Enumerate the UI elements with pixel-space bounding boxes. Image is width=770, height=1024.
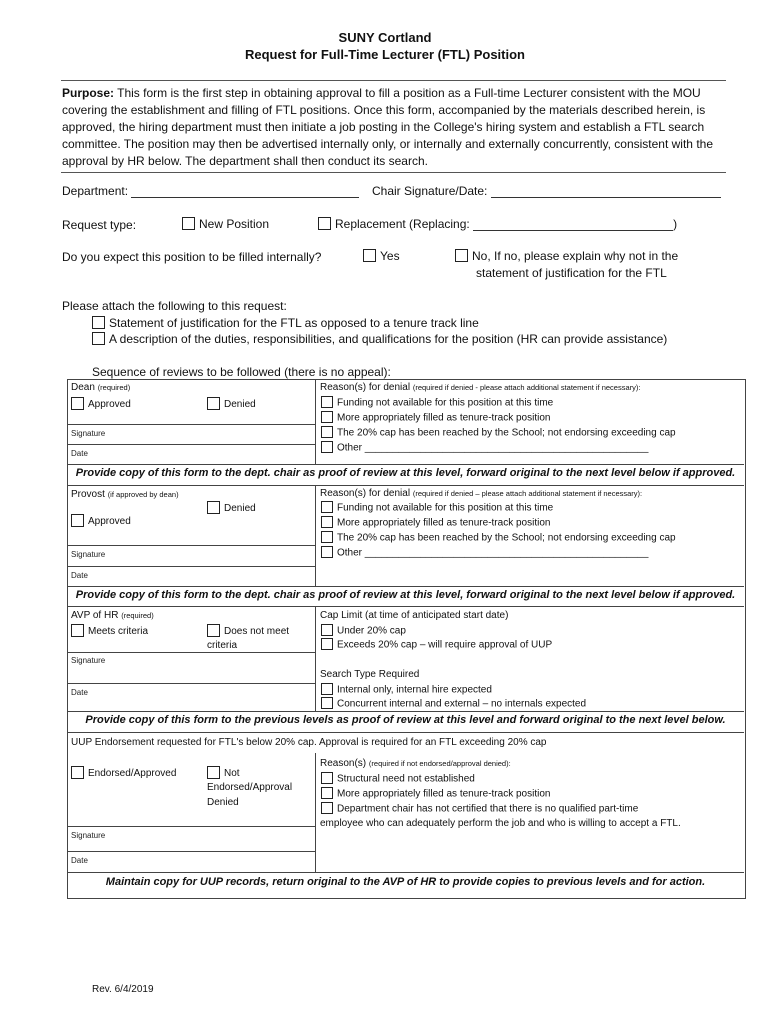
provost-signature-label: Signature — [71, 550, 106, 559]
provost-divider — [315, 485, 316, 587]
dean-reason-tenure-checkbox[interactable] — [321, 411, 333, 423]
dean-title-label: Dean — [71, 382, 95, 393]
uup-heading: UUP Endorsement requested for FTL's below 20% cap. Approval is required for an FTL exceeding 20% cap — [71, 737, 547, 748]
dean-reason-other-checkbox[interactable] — [321, 441, 333, 453]
dean-reason-other-label: Other ___________________________________________________ — [337, 442, 649, 454]
provost-reason-funding-label: Funding not available for this position at this time — [337, 502, 554, 514]
provost-reason-cap-label: The 20% cap has been reached by the School; not endorsing exceeding cap — [337, 532, 676, 544]
attach-item-description[interactable] — [92, 332, 667, 346]
request-type-label: Request type: — [62, 218, 137, 232]
avp-not-meet-label-2: criteria — [207, 640, 238, 651]
internal-no-checkbox[interactable] — [455, 249, 468, 262]
purpose-paragraph — [62, 85, 726, 170]
avp-cap-exceeds-label: Exceeds 20% cap – will require approval of UUP — [337, 639, 553, 651]
dean-reason-tenure-label: More appropriately filled as tenure-track position — [337, 412, 551, 424]
provost-reason-other-label: Other ___________________________________________________ — [337, 547, 649, 559]
avp-footer-top — [67, 711, 744, 712]
avp-cap-under-checkbox[interactable] — [321, 624, 333, 636]
provost-denied-checkbox[interactable] — [207, 501, 220, 514]
avp-search-internal-label: Internal only, internal hire expected — [337, 684, 492, 696]
provost-reason-tenure-checkbox[interactable] — [321, 516, 333, 528]
provost-reason-cap[interactable] — [321, 532, 676, 544]
chair-signature-row — [372, 184, 721, 198]
provost-approved-option[interactable] — [71, 515, 131, 528]
dean-signature-label: Signature — [71, 429, 106, 438]
attach-intro: Please attach the following to this request: — [62, 299, 287, 313]
uup-not-endorsed-checkbox[interactable] — [207, 766, 220, 779]
department-label: Department: — [62, 184, 129, 198]
provost-denied-label: Denied — [224, 503, 256, 515]
dean-denied-checkbox[interactable] — [207, 397, 220, 410]
chair-signature-label: Chair Signature/Date: — [372, 184, 488, 198]
sequence-label: Sequence of reviews to be followed (there is no appeal): — [92, 365, 391, 379]
uup-reason-structural-checkbox[interactable] — [321, 772, 333, 784]
new-position-option[interactable] — [182, 217, 269, 231]
avp-signature-label: Signature — [71, 656, 106, 665]
department-field[interactable] — [131, 197, 359, 198]
provost-line-1 — [67, 545, 315, 546]
dean-reason-cap[interactable] — [321, 427, 676, 439]
dean-approved-option[interactable] — [71, 398, 131, 411]
dean-title — [71, 382, 130, 393]
uup-footer: Maintain copy for UUP records, return original to the AVP of HR to provide copies to previous levels and for action. — [105, 876, 706, 888]
avp-title-label: AVP of HR — [71, 610, 119, 621]
provost-footer-top — [67, 586, 744, 587]
uup-date-label: Date — [71, 856, 88, 865]
dean-reason-cap-label: The 20% cap has been reached by the School; not endorsing exceeding cap — [337, 427, 676, 439]
provost-title-note: (if approved by dean) — [107, 490, 179, 499]
provost-date-label: Date — [71, 571, 88, 580]
uup-reasons-note: (required if not endorsed/approval denied): — [368, 759, 511, 768]
institution-name: SUNY Cortland — [338, 30, 432, 45]
dean-approved-checkbox[interactable] — [71, 397, 84, 410]
replacing-field[interactable] — [473, 230, 673, 231]
dean-reasons-heading — [320, 382, 640, 393]
justification-checkbox[interactable] — [92, 316, 105, 329]
purpose-label: Purpose: — [62, 86, 115, 100]
description-checkbox[interactable] — [92, 332, 105, 345]
dean-reason-tenure[interactable] — [321, 412, 550, 424]
provost-approved-checkbox[interactable] — [71, 514, 84, 527]
avp-search-internal[interactable] — [321, 684, 492, 696]
uup-endorsed-option[interactable] — [71, 767, 176, 780]
uup-endorsed-checkbox[interactable] — [71, 766, 84, 779]
avp-search-concurrent-checkbox[interactable] — [321, 697, 333, 709]
avp-signature-line[interactable] — [67, 683, 315, 684]
avp-date-label: Date — [71, 688, 88, 697]
dean-denied-option[interactable] — [207, 398, 256, 411]
revision-date: Rev. 6/4/2019 — [92, 984, 154, 995]
uup-reasons-label: Reason(s) — [320, 758, 367, 769]
dean-date-label: Date — [71, 449, 88, 458]
uup-endorsed-label: Endorsed/Approved — [88, 768, 177, 780]
internal-yes-option[interactable] — [363, 249, 400, 263]
form-title: Request for Full-Time Lecturer (FTL) Position — [245, 47, 525, 62]
internal-no-option[interactable] — [455, 249, 678, 263]
provost-reasons-note: (required if denied – please attach additional statement if necessary): — [412, 489, 643, 498]
uup-line-1 — [67, 826, 315, 827]
dean-approved-label: Approved — [88, 399, 131, 411]
chair-signature-field[interactable] — [491, 197, 721, 198]
provost-approved-label: Approved — [88, 516, 131, 528]
internal-yes-label: Yes — [380, 249, 400, 263]
uup-reason-certified-label-2: employee who can adequately perform the job and who is willing to accept a FTL. — [320, 818, 681, 829]
internal-yes-checkbox[interactable] — [363, 249, 376, 262]
dean-reason-other[interactable] — [321, 442, 648, 454]
avp-cap-label: Cap Limit (at time of anticipated start date) — [320, 610, 509, 621]
internal-no-label: No, If no, please explain why not in the — [472, 249, 679, 263]
provost-signature-line[interactable] — [67, 566, 315, 567]
dean-title-note: (required) — [97, 383, 131, 392]
uup-reason-certified[interactable] — [321, 803, 638, 815]
dean-footer-bottom — [67, 485, 744, 486]
avp-not-meet-checkbox[interactable] — [207, 624, 220, 637]
department-row — [62, 184, 359, 198]
avp-cap-under-label: Under 20% cap — [337, 625, 406, 637]
provost-title-label: Provost — [71, 489, 105, 500]
dean-footer-top — [67, 464, 744, 465]
avp-cap-exceeds-checkbox[interactable] — [321, 638, 333, 650]
uup-not-endorsed-label-3: Denied — [207, 797, 239, 808]
dean-reason-funding[interactable] — [321, 397, 553, 409]
provost-reasons-heading — [320, 488, 642, 499]
dean-reason-cap-checkbox[interactable] — [321, 426, 333, 438]
replacement-label: Replacement (Replacing: — [335, 217, 470, 231]
dean-reason-funding-label: Funding not available for this position at this time — [337, 397, 554, 409]
avp-title — [71, 610, 154, 621]
avp-search-internal-checkbox[interactable] — [321, 683, 333, 695]
dean-footer: Provide copy of this form to the dept. chair as proof of review at this level, forward original to the next level below if approved. — [75, 467, 736, 479]
avp-footer-bottom — [67, 732, 744, 733]
internal-no-label-2: statement of justification for the FTL — [476, 266, 667, 280]
provost-reason-tenure-label: More appropriately filled as tenure-track position — [337, 517, 551, 529]
provost-title — [71, 488, 201, 501]
provost-reason-tenure[interactable] — [321, 517, 550, 529]
avp-meets-label: Meets criteria — [88, 626, 149, 638]
provost-footer: Provide copy of this form to the dept. chair as proof of review at this level, forward original to the next level below if approved. — [75, 589, 736, 601]
provost-reason-other[interactable] — [321, 547, 648, 559]
dean-line-1 — [67, 424, 315, 425]
uup-reason-structural[interactable] — [321, 773, 475, 785]
purpose-text: This form is the first step in obtaining approval to fill a position as a Full-time Lecturer consistent with the MOU covering the establishment and filling of FTL positions. Once this form, accompanied by the materials described herein, is approved, the hiring department must then initiate a job posting in the College's hiring system and establish a FTL search committee. The position may then be advertised internally only, or internally and externally concurrently, consistent with the approval by HR below. The department shall then conduct its search. — [62, 86, 713, 168]
avp-meets-checkbox[interactable] — [71, 624, 84, 637]
avp-not-meet-label: Does not meet — [224, 626, 290, 638]
provost-reason-cap-checkbox[interactable] — [321, 531, 333, 543]
replacement-option[interactable] — [318, 217, 677, 231]
avp-cap-exceeds[interactable] — [321, 639, 552, 651]
avp-search-concurrent[interactable] — [321, 698, 586, 710]
provost-denied-option[interactable] — [207, 502, 256, 515]
avp-divider — [315, 606, 316, 711]
header-divider — [61, 80, 726, 81]
new-position-label: New Position — [199, 217, 270, 231]
uup-divider — [315, 753, 316, 872]
description-label: A description of the duties, responsibilities, and qualifications for the position (HR can provide assistance) — [109, 332, 668, 346]
uup-not-endorsed-option[interactable] — [207, 767, 240, 780]
provost-reasons-label: Reason(s) for denial — [320, 488, 411, 499]
uup-reasons-heading — [320, 758, 511, 769]
uup-reason-structural-label: Structural need not established — [337, 773, 475, 785]
avp-footer: Provide copy of this form to the previous levels as proof of review at this level and forward original to the next level below. — [85, 714, 726, 726]
uup-footer-top — [67, 872, 744, 873]
attach-item-justification[interactable] — [92, 316, 479, 330]
replacement-close: ) — [673, 217, 678, 231]
dean-reasons-label: Reason(s) for denial — [320, 382, 411, 393]
avp-not-meet-option[interactable] — [207, 625, 289, 638]
avp-search-label: Search Type Required — [320, 669, 420, 680]
provost-reason-funding[interactable] — [321, 502, 553, 514]
uup-not-endorsed-label-2: Endorsed/Approval — [207, 782, 293, 793]
dean-reasons-note: (required if denied - please attach additional statement if necessary): — [412, 383, 641, 392]
dean-signature-line[interactable] — [67, 444, 315, 445]
avp-title-note: (required) — [121, 611, 154, 620]
justification-label: Statement of justification for the FTL as opposed to a tenure track line — [109, 316, 479, 330]
uup-signature-line[interactable] — [67, 851, 315, 852]
uup-reason-tenure-checkbox[interactable] — [321, 787, 333, 799]
replacement-checkbox[interactable] — [318, 217, 331, 230]
dean-denied-label: Denied — [224, 399, 256, 411]
dean-reason-funding-checkbox[interactable] — [321, 396, 333, 408]
purpose-divider — [61, 172, 726, 173]
provost-footer-bottom — [67, 606, 744, 607]
avp-line-1 — [67, 652, 315, 653]
uup-reason-tenure-label: More appropriately filled as tenure-track position — [337, 788, 551, 800]
avp-meets-option[interactable] — [71, 625, 148, 638]
uup-not-endorsed-label: Not — [224, 768, 240, 780]
new-position-checkbox[interactable] — [182, 217, 195, 230]
internal-question: Do you expect this position to be filled internally? — [62, 250, 322, 264]
uup-reason-tenure[interactable] — [321, 788, 550, 800]
uup-signature-label: Signature — [71, 831, 106, 840]
uup-reason-certified-checkbox[interactable] — [321, 802, 333, 814]
provost-reason-other-checkbox[interactable] — [321, 546, 333, 558]
avp-cap-under[interactable] — [321, 625, 406, 637]
avp-search-concurrent-label: Concurrent internal and external – no internals expected — [337, 698, 587, 710]
provost-reason-funding-checkbox[interactable] — [321, 501, 333, 513]
uup-reason-certified-label: Department chair has not certified that there is no qualified part-time — [337, 803, 639, 815]
dean-divider — [315, 379, 316, 465]
